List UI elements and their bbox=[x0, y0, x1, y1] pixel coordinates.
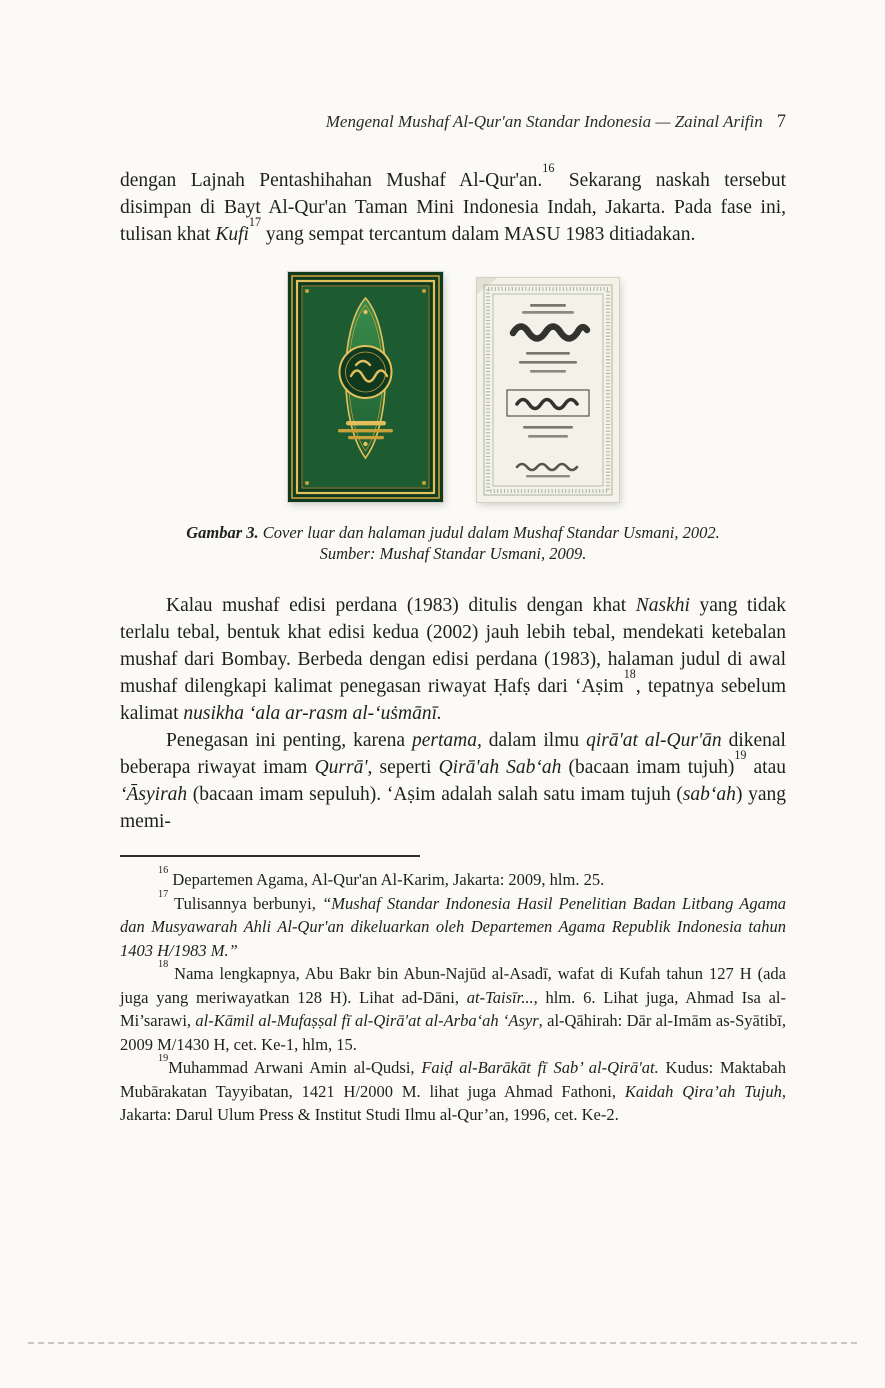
footnotes-block bbox=[120, 865, 787, 1127]
header-title: Mengenal Mushaf Al-Qur'an Standar Indonesia — Zainal Arifin bbox=[325, 112, 763, 131]
quran-title-page-photo bbox=[477, 278, 619, 502]
header-page-number: 7 bbox=[776, 112, 786, 132]
running-header bbox=[120, 112, 786, 133]
figure-caption-line-2: Sumber: Mushaf Standar Usmani, 2009. bbox=[319, 544, 587, 563]
figure-images-row bbox=[120, 272, 786, 502]
footnote-18: $^{18}$ Nama lengkapnya, Abu Bakr bin Abun-Najūd al-Asadī, wafat di Kufah tahun 127 H (ada juga yang meriwayatkan 128 H). Lihat ad-Dāni, at-Taisīr..., hlm. 6. Lihat juga, Ahmad Isa al-Mi’sarawi, al-Kāmil al-Mufaṣṣal fī al-Qirā'at al-Arba‘ah ‘Asyr, al-Qāhirah: Dār al-Imām as-Syātibī, 2009 M/1430 H, cet. Ke-1, hlm, 15. bbox=[120, 959, 787, 1054]
figure-caption bbox=[120, 522, 786, 564]
footnote-19: $^{19}$Muhammad Arwani Amin al-Qudsi, Faiḍ al-Barākāt fī Sab’ al-Qirā'at. Kudus: Maktabah Mubārakatan Tayyibatan, 1421 H/2000 M. lihat juga Ahmad Fathoni, Kaidah Qira’ah Tujuh, Jakarta: Darul Ulum Press & Institut Studi Ilmu al-Qur’an, 1996, cet. Ke-2. bbox=[120, 1053, 786, 1124]
page-content-column bbox=[120, 112, 786, 1127]
paragraph-3: Penegasan ini penting, karena pertama, dalam ilmu qirā'at al-Qur'ān dikenal beberapa riwayat imam Qurrā', seperti Qirā'ah Sab‘ah (bacaan imam tujuh)$^{19}$ atau ‘Āsyirah (bacaan imam sepuluh). ‘Aṣim adalah salah satu imam tujuh (sab‘ah) yang memi- bbox=[120, 730, 786, 832]
footnote-17: $^{17}$ Tulisannya berbunyi, “Mushaf Standar Indonesia Hasil Penelitian Badan Litbang Agama dan Musyawarah Ahli Al-Qur'an dikeluarkan oleh Departemen Agama Republik Indonesia tahun 1403 H/1983 M.” bbox=[120, 888, 786, 960]
paragraph-2: Kalau mushaf edisi perdana (1983) ditulis dengan khat Naskhi yang tidak terlalu tebal, bentuk khat edisi kedua (2002) jauh lebih tebal, mendekati ketebalan mushaf dari Bombay. Berbeda dengan edisi perdana (1983), halaman judul di awal mushaf dilengkapi kalimat penegasan riwayat Ḥafṣ dari ‘Aṣim$^{18}$, tepatnya sebelum kalimat nusikha ‘ala ar-rasm al-‘uṡmānī. bbox=[120, 595, 786, 724]
footnote-separator-rule bbox=[120, 855, 420, 857]
scan-artifact-dashed-line bbox=[28, 1342, 857, 1344]
paragraph-1: dengan Lajnah Pentashihahan Mushaf Al-Qur'an.$^{16}$ Sekarang naskah tersebut disimpan di Bayt Al-Qur'an Taman Mini Indonesia Indah, Jakarta. Pada fase ini, tulisan khat Kufi$^{17}$ yang sempat tercantum dalam MASU 1983 ditiadakan. bbox=[120, 161, 786, 245]
footnote-16: $^{16}$ Departemen Agama, Al-Qur'an Al-Karim, Jakarta: 2009, hlm. 25. bbox=[158, 865, 605, 889]
figure-gambar-3 bbox=[120, 272, 786, 564]
quran-outer-cover-photo bbox=[288, 272, 443, 502]
figure-caption-line-1: Gambar 3. Cover luar dan halaman judul dalam Mushaf Standar Usmani, 2002. bbox=[186, 523, 720, 542]
